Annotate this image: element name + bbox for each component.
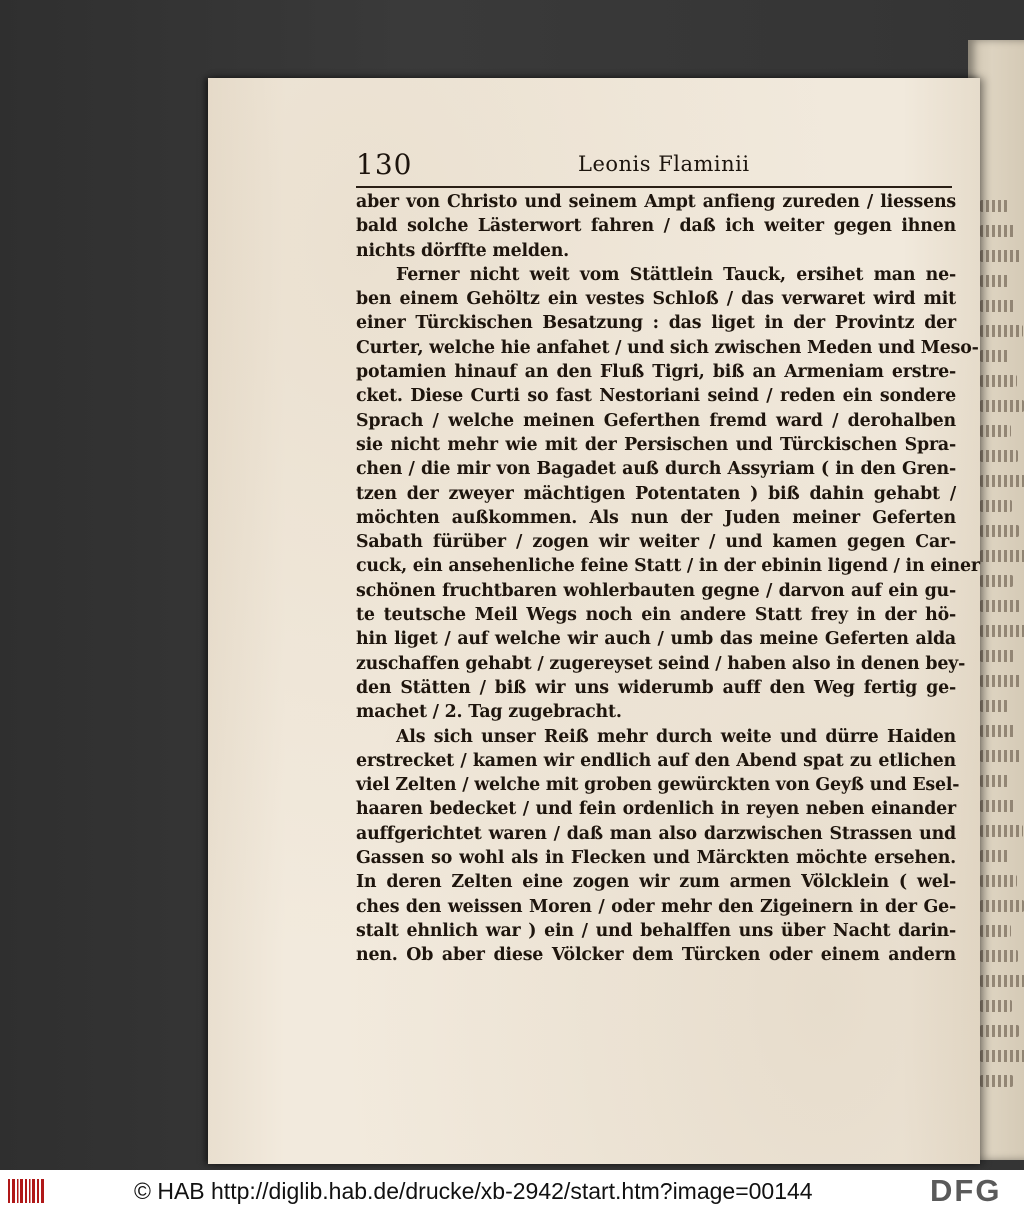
- page-header: [356, 148, 956, 184]
- bleed-through-text: [980, 375, 1017, 387]
- text-line: tzen der zweyer mächtigen Potentaten ) biß dahin gehabt /: [356, 483, 956, 504]
- bleed-through-text: [980, 450, 1018, 462]
- text-line: stalt ehnlich war ) ein / und behalffen uns über Nacht darin-: [356, 920, 956, 941]
- footer-bar: [0, 1170, 1024, 1212]
- page-number: 130: [356, 148, 413, 181]
- text-line: Ferner nicht weit vom Stättlein Tauck, ersihet man ne-: [396, 264, 956, 285]
- bleed-through-text: [980, 900, 1024, 912]
- body-text: [356, 190, 980, 968]
- bleed-through-text: [980, 775, 1009, 787]
- text-line: cuck, ein ansehenliche feine Statt / in der ebinin ligend / in einer: [356, 556, 980, 577]
- bleed-through-text: [980, 825, 1023, 837]
- text-line: haaren bedecket / und fein ordenlich in reyen neben einander: [356, 799, 956, 820]
- copyright-link[interactable]: © HAB http://diglib.hab.de/drucke/xb-2942/start.htm?image=00144: [134, 1178, 813, 1204]
- bleed-through-text: [980, 975, 1024, 987]
- bleed-through-text: [980, 400, 1024, 412]
- text-line: ches den weissen Moren / oder mehr den Zigeinern in der Ge-: [356, 896, 956, 917]
- bleed-through-text: [980, 275, 1009, 287]
- text-line: Gassen so wohl als in Flecken und Märckten möchte ersehen.: [356, 848, 956, 869]
- bleed-through-text: [980, 950, 1018, 962]
- bleed-through-text: [980, 475, 1024, 487]
- text-line: aber von Christo und seinem Ampt anfieng zureden / liessens: [356, 192, 956, 212]
- text-line: viel Zelten / welche mit groben gewürckten von Geyß und Esel-: [356, 775, 960, 796]
- text-line: den Stätten / biß wir uns widerumb auff den Weg fertig ge-: [356, 677, 956, 698]
- bleed-through-text: [980, 875, 1017, 887]
- text-line: cket. Diese Curti so fast Nestoriani seind / reden ein sondere: [356, 386, 956, 407]
- text-line: In deren Zelten eine zogen wir zum armen Völcklein ( wel-: [356, 872, 956, 893]
- bleed-through-text: [980, 500, 1012, 512]
- text-line: nen. Ob aber diese Völcker dem Türcken oder einem andern: [356, 945, 956, 966]
- running-head: Leonis Flaminii: [578, 152, 750, 176]
- text-line: Sabath fürüber / zogen wir weiter / und kamen gegen Car-: [356, 532, 956, 553]
- header-rule: [356, 186, 952, 188]
- bleed-through-text: [980, 425, 1011, 437]
- text-line: einer Türckischen Besatzung : das liget in der Provintz der: [356, 313, 956, 334]
- text-line: chen / die mir von Bagadet auß durch Assyriam ( in den Gren-: [356, 459, 956, 480]
- text-line: erstrecket / kamen wir endlich auf den Abend spat zu etlichen: [356, 750, 956, 771]
- bleed-through-text: [980, 550, 1024, 562]
- bleed-through-text: [980, 700, 1008, 712]
- bleed-through-text: [980, 725, 1015, 737]
- bleed-through-text: [980, 925, 1011, 937]
- bleed-through-text: [980, 325, 1023, 337]
- text-line: auffgerichtet waren / daß man also darzwischen Strassen und: [356, 823, 956, 844]
- bleed-through-text: [980, 525, 1019, 537]
- bleed-through-text: [980, 1025, 1019, 1037]
- text-line: potamien hinauf an den Fluß Tigri, biß an Armeniam erstre-: [356, 362, 956, 383]
- text-line: machet / 2. Tag zugebracht.: [356, 702, 622, 723]
- bleed-through-text: [980, 1000, 1012, 1012]
- bleed-through-text: [980, 300, 1016, 312]
- bleed-through-text: [980, 1075, 1013, 1087]
- text-line: sie nicht mehr wie mit der Persischen und Türckischen Spra-: [356, 434, 956, 455]
- text-line: hin liget / auf welche wir auch / umb das meine Geferten alda: [356, 629, 956, 650]
- bleed-through-text: [980, 225, 1015, 237]
- dfg-logo[interactable]: DFG: [930, 1173, 1002, 1208]
- text-line: bald solche Lästerwort fahren / daß ich weiter gegen ihnen: [356, 216, 956, 237]
- text-line: zuschaffen gehabt / zugereyset seind / haben also in denen bey-: [356, 653, 966, 674]
- bleed-through-text: [980, 350, 1010, 362]
- hab-barcode-logo-icon[interactable]: [6, 1175, 48, 1207]
- text-line: Sprach / welche meinen Geferthen fremd ward / derohalben: [356, 410, 956, 431]
- text-line: te teutsche Meil Wegs noch ein andere Statt frey in der hö-: [356, 605, 956, 626]
- book-page: [208, 78, 980, 1164]
- bleed-through-text: [980, 750, 1022, 762]
- text-line: nichts dörffte melden.: [356, 240, 569, 261]
- bleed-through-text: [980, 575, 1013, 587]
- bleed-through-text: [980, 250, 1022, 262]
- bleed-through-text: [980, 625, 1024, 637]
- text-line: möchten außkommen. Als nun der Juden meiner Geferten: [356, 507, 956, 528]
- bleed-through-text: [980, 600, 1020, 612]
- bleed-through-text: [980, 650, 1014, 662]
- text-line: schönen fruchtbaren wohlerbauten gegne / darvon auf ein gu-: [356, 580, 956, 601]
- bleed-through-text: [980, 800, 1016, 812]
- bleed-through-text: [980, 200, 1008, 212]
- text-line: Curter, welche hie anfahet / und sich zwischen Meden und Meso-: [356, 337, 979, 358]
- bleed-through-text: [980, 850, 1010, 862]
- bleed-through-text: [980, 675, 1021, 687]
- bleed-through-text: [980, 1050, 1024, 1062]
- text-line: Als sich unser Reiß mehr durch weite und dürre Haiden: [396, 726, 956, 747]
- text-line: ben einem Gehöltz ein vestes Schloß / das verwaret wird mit: [356, 289, 956, 310]
